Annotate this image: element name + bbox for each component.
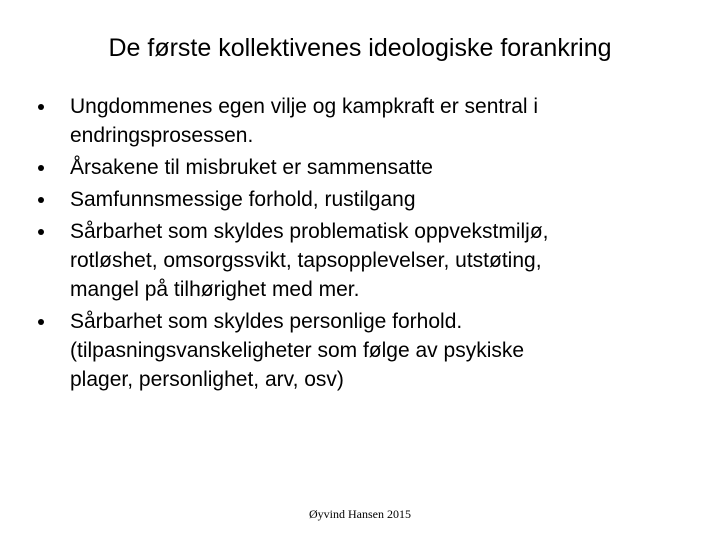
- bullet-line: Ungdommenes egen vilje og kampkraft er sentral i: [70, 95, 539, 118]
- bullet-line: Samfunnsmessige forhold, rustilgang: [70, 188, 416, 211]
- bullet-line: endringsprosessen.: [70, 124, 254, 147]
- bullet-line: (tilpasningsvanskeligheter som følge av psykiske: [70, 339, 525, 362]
- footer-author: Øyvind Hansen 2015: [309, 507, 411, 521]
- bullet-item: [36, 217, 676, 304]
- bullet-dot-icon: [38, 229, 44, 235]
- bullet-dot-icon: [38, 104, 44, 110]
- bullet-item: [36, 185, 676, 214]
- bullet-item: [36, 307, 676, 394]
- bullet-line: Sårbarhet som skyldes problematisk oppvekstmiljø,: [70, 220, 549, 243]
- bullet-item: [36, 92, 676, 150]
- bullet-line: rotløshet, omsorgssvikt, tapsopplevelser, utstøting,: [70, 249, 542, 272]
- bullet-line: Årsakene til misbruket er sammensatte: [70, 156, 433, 179]
- bullet-item: [36, 153, 676, 182]
- bullet-dot-icon: [38, 165, 44, 171]
- bullet-dot-icon: [38, 197, 44, 203]
- bullet-dot-icon: [38, 319, 44, 325]
- bullet-line: Sårbarhet som skyldes personlige forhold.: [70, 310, 463, 333]
- bullet-line: plager, personlighet, arv, osv): [70, 368, 344, 391]
- bullet-list: [36, 92, 676, 397]
- bullet-line: mangel på tilhørighet med mer.: [70, 278, 360, 301]
- slide-title: De første kollektivenes ideologiske forankring: [108, 34, 612, 62]
